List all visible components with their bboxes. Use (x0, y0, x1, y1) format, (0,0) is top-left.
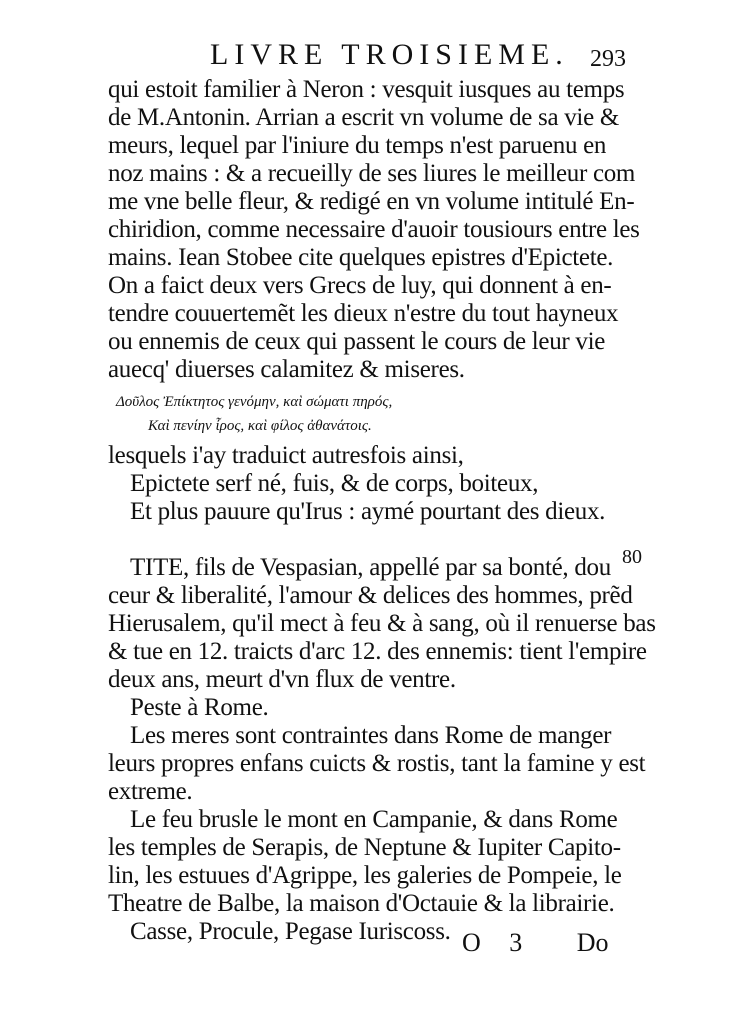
text-line: On a faict deux vers Grecs de luy, qui donnent à en- (108, 272, 612, 299)
text-line: & tue en 12. traicts d'arc 12. des ennemis: tient l'empire (108, 638, 647, 665)
text-line: lesquels i'ay traduict autresfois ainsi, (108, 442, 464, 469)
text-line: extreme. (108, 778, 193, 805)
greek-line: Καὶ πενίην ἶρος, καὶ φίλος ἀθανάτοις. (148, 418, 372, 434)
text-line: de M.Antonin. Arrian a escrit vn volume de sa vie & (108, 104, 619, 131)
verse-line: Epictete serf né, fuis, & de corps, boiteux, (130, 470, 539, 497)
text-line: Les meres sont contraintes dans Rome de manger (130, 722, 612, 749)
catchword: Do (576, 928, 609, 957)
text-line: auecq' diuerses calamitez & miseres. (108, 356, 465, 383)
verse-line: Et plus pauure qu'Irus : aymé pourtant des dieux. (130, 498, 606, 525)
text-line: noz mains : & a recueilly de ses liures le meilleur com (108, 160, 636, 187)
paragraph-gap (108, 526, 608, 554)
page-number: 293 (590, 46, 626, 72)
catchwords (462, 928, 609, 958)
running-head: LIVRE TROISIEME. (210, 38, 569, 71)
text-line: ou ennemis de ceux qui passent le cours de leur vie (108, 328, 606, 355)
text-line: Casse, Procule, Pegase Iuriscoss. (130, 918, 451, 945)
text-line: Le feu brusle le mont en Campanie, & dans Rome (130, 806, 618, 833)
text-line: Theatre de Balbe, la maison d'Octauie & la librairie. (108, 890, 615, 917)
text-line: chiridion, comme necessaire d'auoir tousiours entre les (108, 216, 640, 243)
text-line: me vne belle fleur, & redigé en vn volume intitulé En- (108, 188, 635, 215)
text-line: les temples de Serapis, de Neptune & Iupiter Capito- (108, 834, 621, 861)
text-line: Peste à Rome. (130, 694, 269, 721)
text-line: lin, les estuues d'Agrippe, les galeries de Pompeie, le (108, 862, 622, 889)
greek-verse (108, 390, 608, 438)
signature-number: 3 (509, 928, 523, 957)
greek-line: Δοῦλος Ἐπίκτητος γενόμην, καὶ σώματι πηρός, (116, 394, 393, 410)
text-line: deux ans, meurt d'vn flux de ventre. (108, 666, 456, 693)
paragraph-translation (108, 442, 608, 526)
text-line: meurs, lequel par l'iniure du temps n'est paruenu en (108, 132, 607, 159)
text-line: qui estoit familier à Neron : vesquit iusques au temps (108, 76, 625, 103)
paragraph-epictetus (108, 76, 640, 384)
text-line: Hierusalem, qu'il mect à feu & à sang, où il renuerse bas (108, 610, 656, 637)
text-line: ceur & liberalité, l'amour & delices des hommes, prẽd (108, 582, 633, 609)
text-line: tendre couuertemẽt les dieux n'estre du tout hayneux (108, 300, 619, 327)
margin-note: 80 (622, 546, 642, 568)
text-line: leurs propres enfans cuicts & rostis, tant la famine y est (108, 750, 646, 777)
signature-mark: O (462, 928, 481, 957)
text-line: mains. Iean Stobee cite quelques epistres d'Epictete. (108, 244, 614, 271)
text-line: TITE, fils de Vespasian, appellé par sa bonté, dou (130, 554, 611, 581)
